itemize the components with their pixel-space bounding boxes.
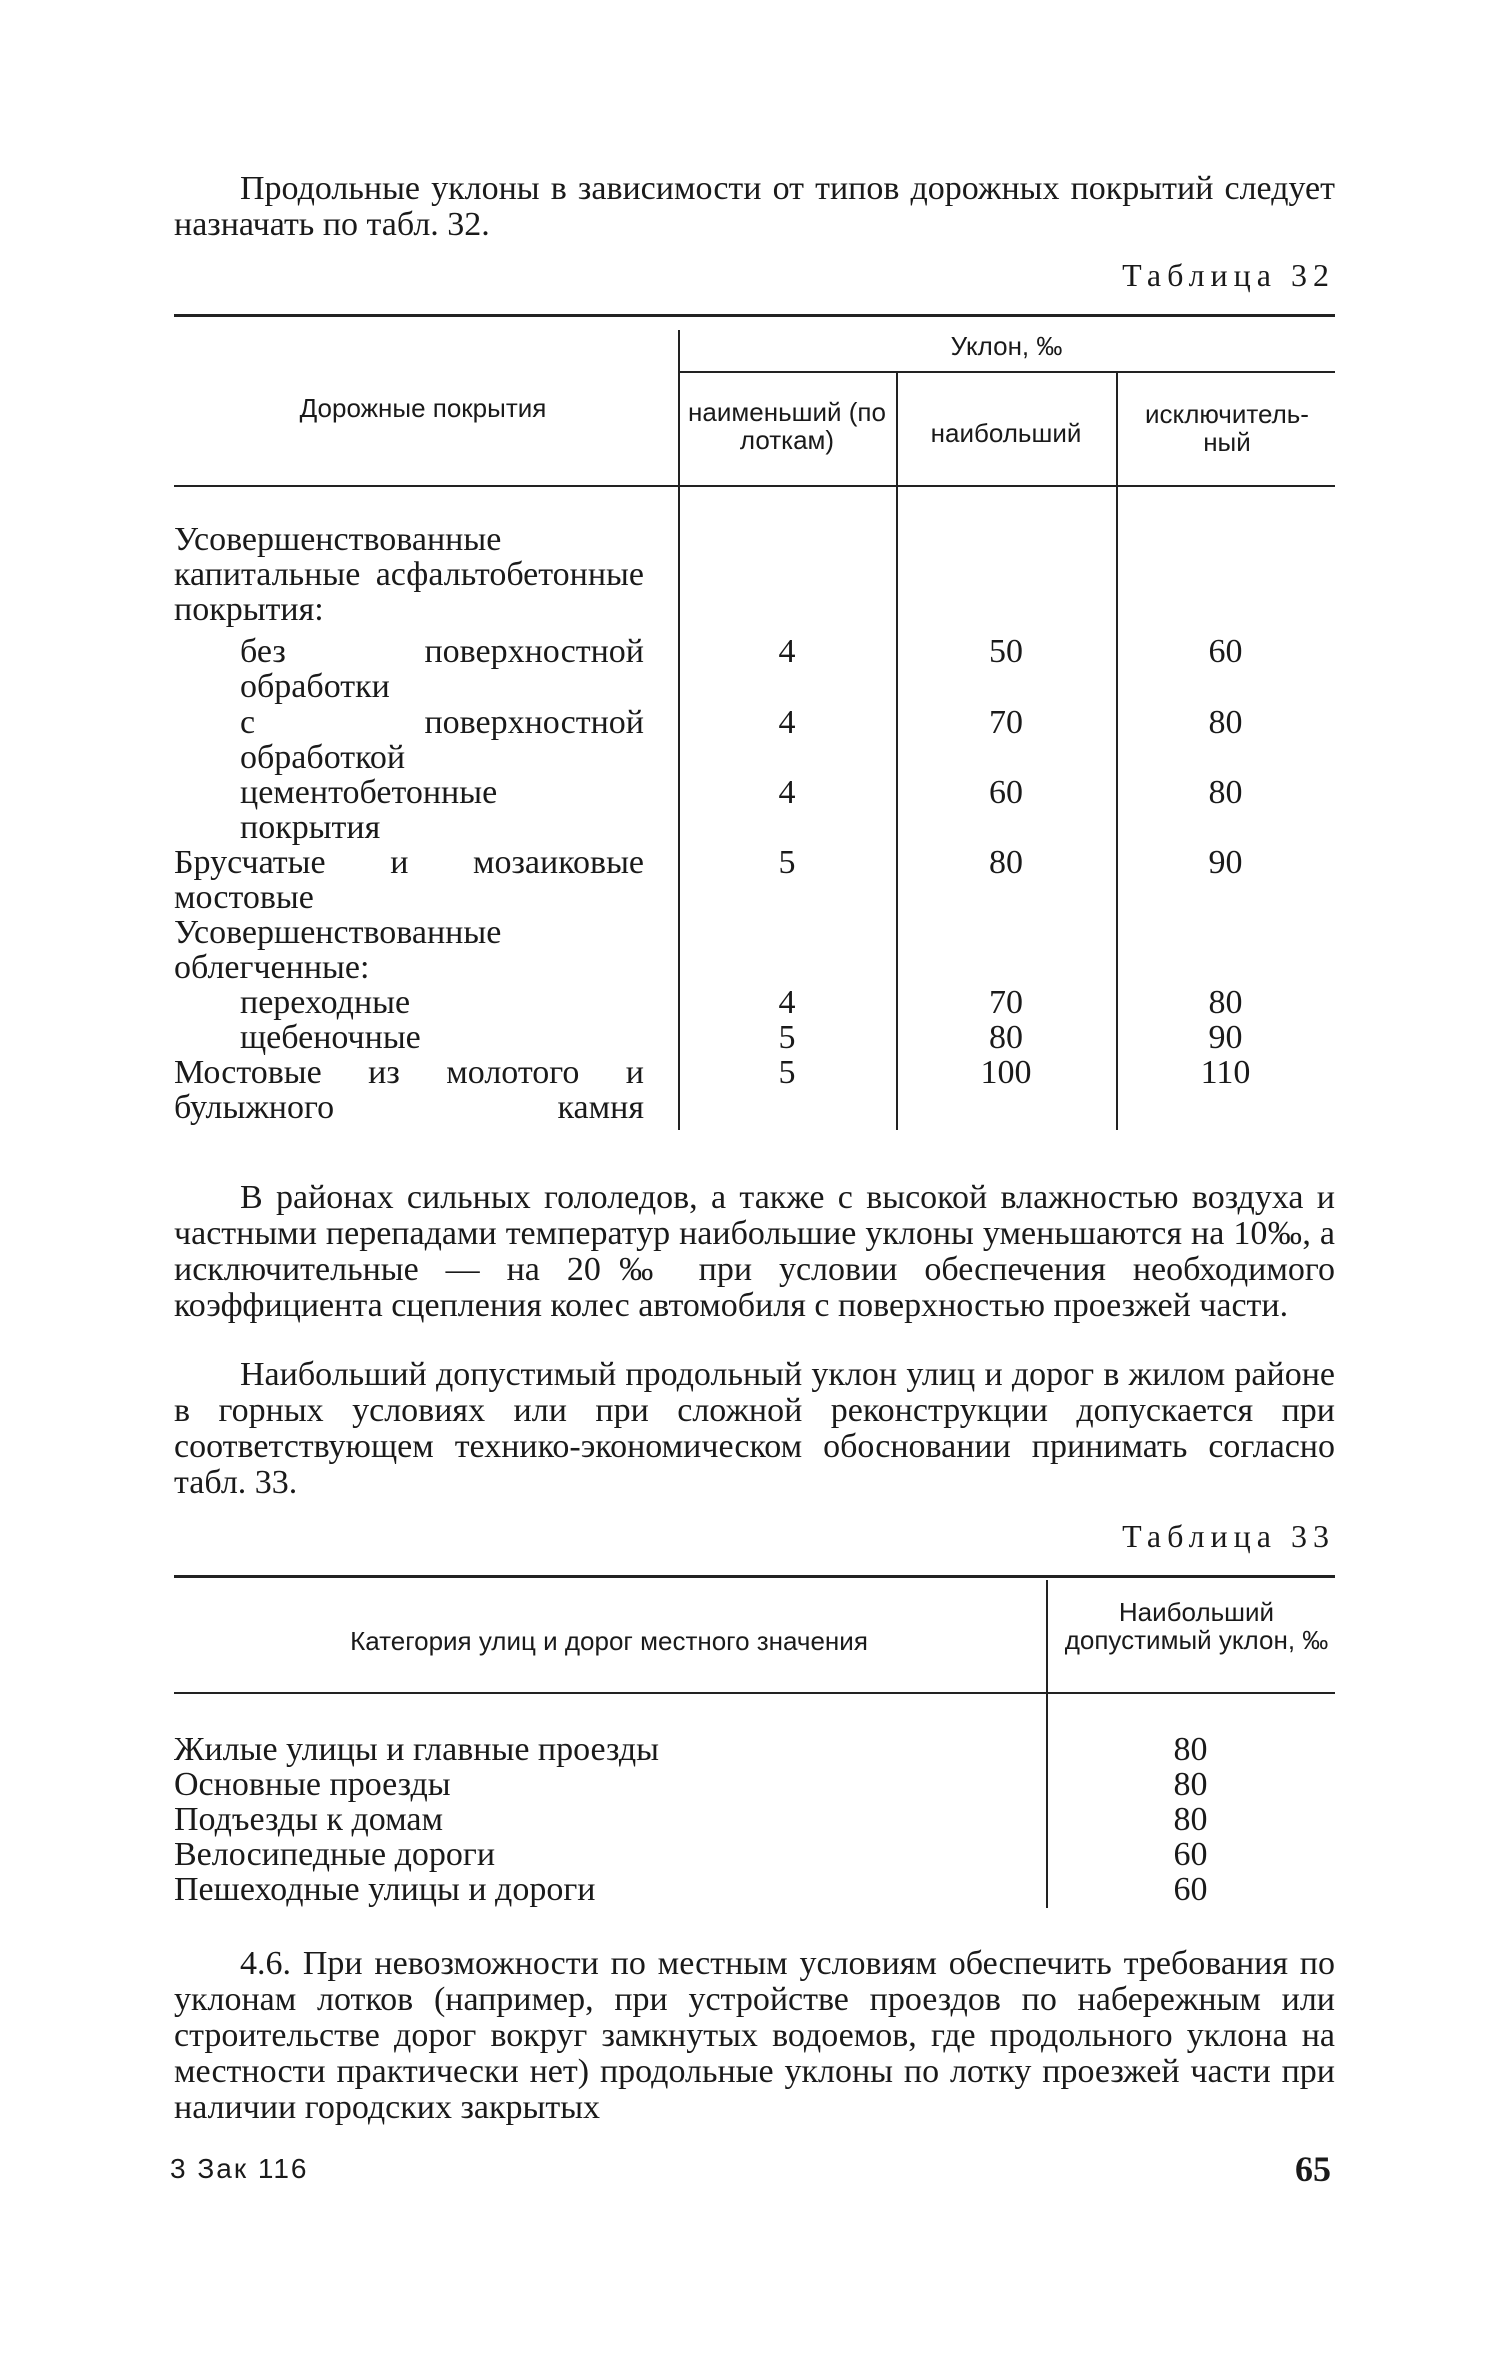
table32-row-exc: 80	[1208, 774, 1243, 811]
table32-row-min: 5	[778, 1054, 796, 1091]
table32-sub1-header: наименьший (по лоткам)	[688, 397, 886, 455]
table33-header-rule	[174, 1692, 1335, 1694]
table33-row-name: Пешеходные улицы и дороги	[174, 1871, 596, 1908]
paragraph-4-6: 4.6. При невозможности по местным условиям обеспечить требования по уклонам лотков (например, при устройстве проездов по набережным или строительстве дорог вокруг замкнутых водоемов, где продольного уклона на местности практически нет) продольные уклоны по лотку проезжей части при наличии городских закрытых	[174, 1945, 1335, 2126]
table32-row-max: 70	[989, 984, 1023, 1021]
table32-sub3-header: исключитель- ный	[1145, 399, 1309, 457]
table33-row-val: 80	[1173, 1801, 1208, 1838]
table32-row-max: 50	[989, 633, 1023, 670]
table33-col2-header: Наибольший допустимый уклон, ‰	[1064, 1597, 1329, 1655]
table32-row-name: Усовершенствованные капитальные асфальтобетонные покрытия:	[174, 521, 644, 628]
table32-row-name: без поверхностной обработки	[240, 633, 644, 705]
table32-row-max: 100	[980, 1054, 1032, 1091]
table33-row-val: 80	[1173, 1766, 1208, 1803]
table32-row-min: 4	[778, 633, 796, 670]
table32-row-exc: 110	[1200, 1054, 1251, 1091]
table32-row-min: 4	[778, 774, 796, 811]
print-signature: 3 Зак 116	[170, 2153, 309, 2184]
table32-sub2-header: наибольший	[930, 418, 1082, 448]
table32-row-name: Усовершенствованные облегченные:	[174, 914, 502, 986]
table33-col1-header: Категория улиц и дорог местного значения	[350, 1626, 868, 1656]
table32-top-rule	[174, 314, 1335, 317]
table32-row-exc: 90	[1208, 1019, 1243, 1056]
table32-row-name: с поверхностной обработкой	[240, 704, 644, 776]
table32-row-min: 5	[778, 1019, 796, 1056]
table32-row-min: 5	[778, 844, 796, 881]
table33-top-rule	[174, 1575, 1335, 1578]
table32-row-min: 4	[778, 704, 796, 741]
table32-row-name: Мостовые из молотого и булыжного камня	[174, 1054, 644, 1126]
table32-row-name: Брусчатые и мозаиковые мостовые	[174, 844, 644, 916]
table32-row-min: 4	[778, 984, 796, 1021]
table32-row-exc: 80	[1208, 704, 1243, 741]
page-number: 65	[1295, 2149, 1331, 2189]
paragraph-mountain: Наибольший допустимый продольный уклон улиц и дорог в жилом районе в горных условиях или при сложной реконструкции допускается при соответствующем технико-экономическом обосновании принимать согласно табл. 33.	[174, 1356, 1335, 1501]
table32-caption: Таблица 32	[1122, 257, 1335, 293]
paragraph-icing: В районах сильных гололедов, а также с высокой влажностью воздуха и частными перепадами температур наибольшие уклоны уменьшаются на 10‰, а исключительные — на 20‰ при условии обеспечения необходимого коэффициента сцепления колес автомобиля с поверхностью проезжей части.	[174, 1179, 1335, 1324]
table32-row-exc: 90	[1208, 844, 1243, 881]
table32-row-exc: 60	[1208, 633, 1243, 670]
table32-row-max: 60	[989, 774, 1023, 811]
table33-row-name: Жилые улицы и главные проезды	[174, 1731, 659, 1768]
table33-row-name: Подъезды к домам	[174, 1801, 443, 1838]
table32-row-name: цементобетонные покрытия	[240, 774, 498, 846]
table33-row-val: 60	[1173, 1836, 1208, 1873]
table33-row-name: Велосипедные дороги	[174, 1836, 496, 1873]
table33-caption: Таблица 33	[1122, 1518, 1335, 1554]
table32-row-name: щебеночные	[240, 1019, 421, 1056]
table33-row-val: 60	[1173, 1871, 1208, 1908]
table32-row-max: 70	[989, 704, 1023, 741]
table33-row-val: 80	[1173, 1731, 1208, 1768]
table32-group-header: Уклон, ‰	[950, 331, 1063, 361]
table32-group-rule	[678, 371, 1335, 373]
table32-row-exc: 80	[1208, 984, 1243, 1021]
table32-col1-header: Дорожные покрытия	[299, 393, 547, 423]
table32-header-rule	[174, 485, 1335, 487]
table32-row-max: 80	[989, 1019, 1023, 1056]
table32-row-max: 80	[989, 844, 1023, 881]
table32-row-name: переходные	[240, 984, 411, 1021]
table33-row-name: Основные проезды	[174, 1766, 451, 1803]
intro-paragraph: Продольные уклоны в зависимости от типов дорожных покрытий следует назначать по табл. 32.	[174, 170, 1335, 243]
